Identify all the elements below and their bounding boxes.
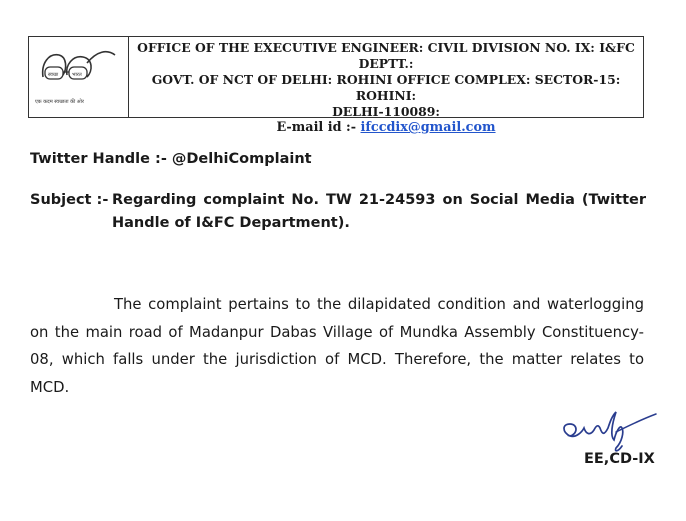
office-line-3: DELHI-110089: [332,104,440,119]
email-line [129,120,643,136]
email-link[interactable]: ifccdix@gmail.com [360,120,496,135]
office-line-2: GOVT. OF NCT OF DELHI: ROHINI OFFICE COMPLEX: SECTOR-15: ROHINI: [151,72,621,103]
email-label: E-mail id :- [276,120,357,135]
logo-tagline: एक कदम स्वच्छता की ओर [35,99,84,105]
signature-designation: EE,CD-IX [584,451,655,467]
svg-text:भारत: भारत [72,72,82,78]
letterhead [28,36,644,135]
office-line-1: OFFICE OF THE EXECUTIVE ENGINEER: CIVIL DIVISION NO. IX: I&FC DEPTT.: [137,40,635,71]
logo-cell [29,37,129,117]
subject-text: Regarding complaint No. TW 21-24593 on Social Media (Twitter Handle of I&FC Department). [112,192,646,231]
svg-text:स्वच्छ: स्वच्छ [48,72,59,78]
office-address [129,37,643,135]
twitter-handle: Twitter Handle :- @DelhiComplaint [30,151,312,167]
swachh-bharat-logo-icon [37,41,123,99]
body-paragraph: The complaint pertains to the dilapidated condition and waterlogging on the main road of Madanpur Dabas Village of Mundka Assembly Constituency-08, which falls under the jurisdiction of MCD. Therefore, the matter relates to MCD. [30,296,644,396]
subject-block [30,189,646,235]
subject-label: Subject :- [30,192,109,208]
